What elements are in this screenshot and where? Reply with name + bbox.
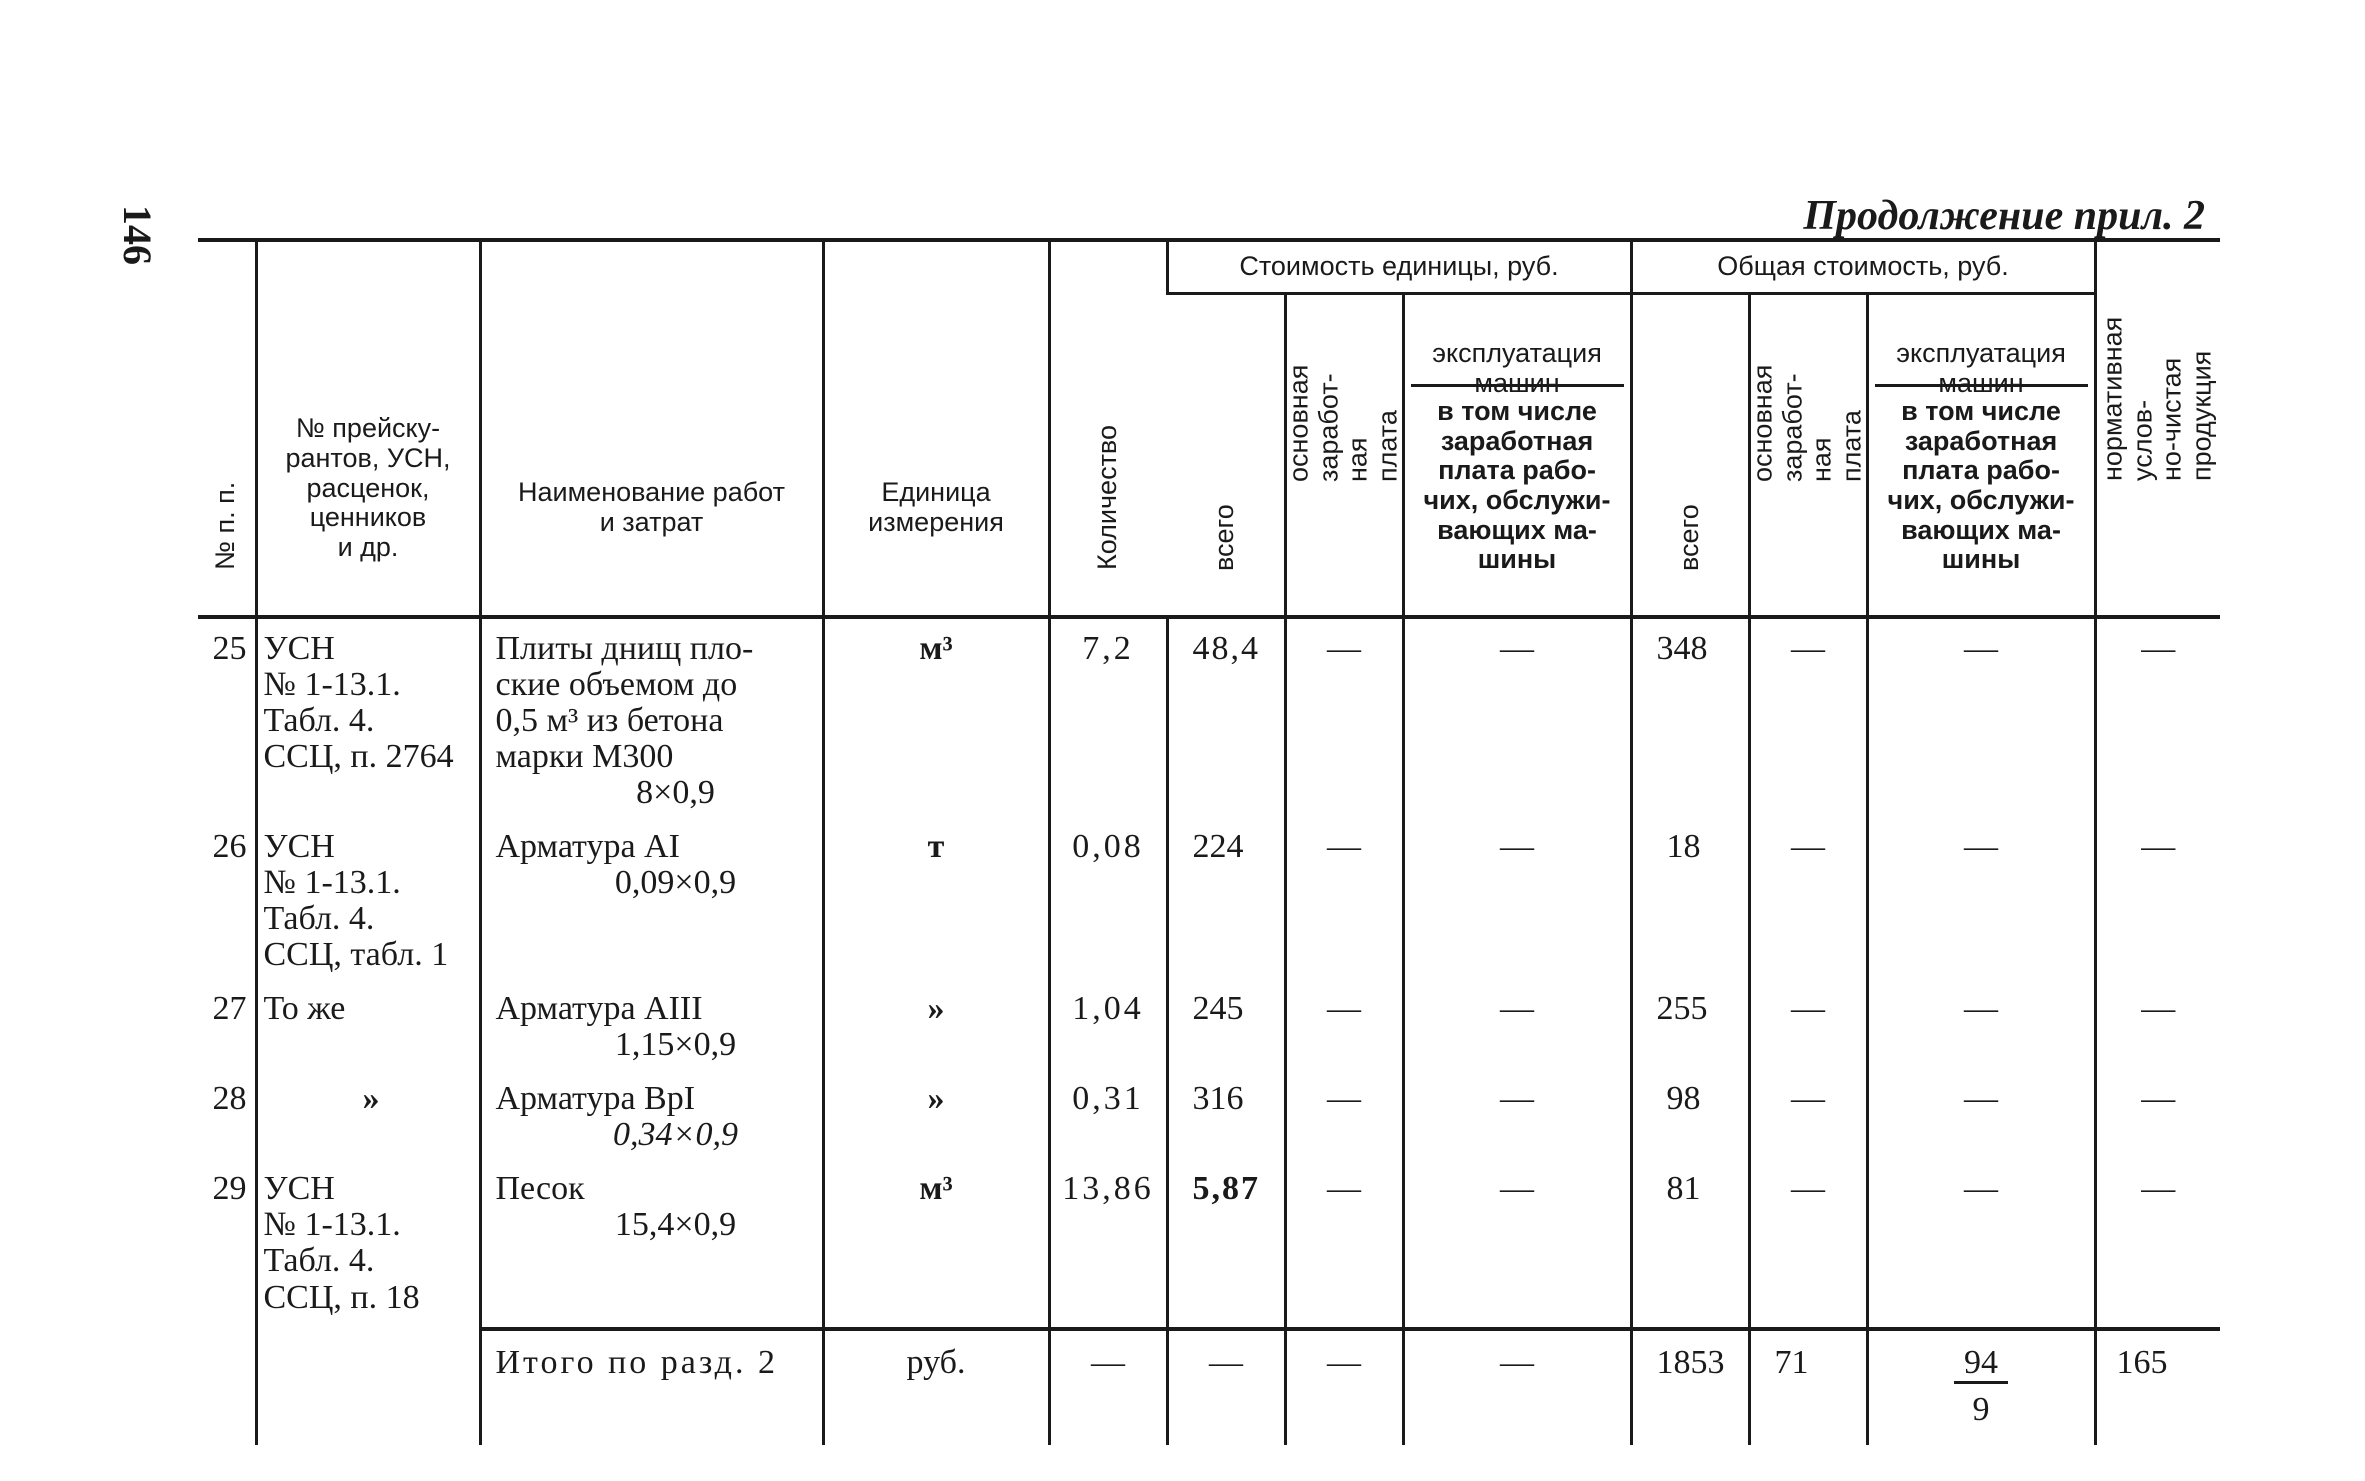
- total-row: [198, 1329, 2220, 1445]
- table-row: [198, 979, 2220, 1069]
- row-total-total: 98: [1631, 1069, 1749, 1159]
- page-number: 146: [115, 205, 160, 265]
- table-row: [198, 617, 2220, 817]
- row-unit: »: [823, 1069, 1049, 1159]
- row-formula: 8×0,9: [636, 774, 715, 812]
- row-unit-total: 224: [1167, 817, 1285, 979]
- total-total-wage: 71: [1749, 1329, 1867, 1445]
- row-formula: 0,34×0,9: [613, 1116, 738, 1154]
- header-reference: № прейску- рантов, УСН, расценок, ценников и др.: [256, 240, 480, 617]
- document-title: Продолжение прил. 2: [1803, 193, 2205, 239]
- row-unit-wage: —: [1285, 979, 1403, 1069]
- total-total-machine: [1867, 1329, 2095, 1445]
- total-label: [480, 1329, 823, 1445]
- header-num: № п. п.: [198, 240, 256, 617]
- row-unit-total: 5,87: [1167, 1159, 1285, 1329]
- total-unit-total: —: [1167, 1329, 1285, 1445]
- row-unit-machine: —: [1403, 1069, 1631, 1159]
- row-normative-product: —: [2095, 1069, 2220, 1159]
- row-total-total: 81: [1631, 1159, 1749, 1329]
- row-unit-machine: —: [1403, 979, 1631, 1069]
- total-label-text: Итого по разд. 2: [495, 1344, 778, 1382]
- row-total-wage: —: [1749, 617, 1867, 817]
- row-normative-product: —: [2095, 1159, 2220, 1329]
- row-number: 27: [212, 990, 247, 1028]
- row-work-name: [480, 1159, 823, 1329]
- row-unit-total: 316: [1167, 1069, 1285, 1159]
- row-total-wage: —: [1749, 979, 1867, 1069]
- row-work-name: [480, 979, 823, 1069]
- row-unit-machine: —: [1403, 617, 1631, 817]
- row-quantity: 0,31: [1049, 1069, 1167, 1159]
- row-formula: 15,4×0,9: [614, 1206, 737, 1244]
- total-normative-product: 165: [2095, 1329, 2220, 1445]
- row-work-name: [480, 817, 823, 979]
- row-unit: м³: [823, 617, 1049, 817]
- row-number: 28: [212, 1080, 247, 1118]
- header-total-total: всего: [1631, 294, 1749, 618]
- header-normative-product: нормативная услов- но-чистая продукция: [2095, 240, 2220, 617]
- header-unit: Единица измерения: [823, 240, 1049, 617]
- row-quantity: 7,2: [1049, 617, 1167, 817]
- header-total-cost-group: Общая стоимость, руб.: [1631, 240, 2095, 294]
- header-unit-wage: основная заработ- ная плата: [1285, 294, 1403, 618]
- row-work-name-text: Плиты днищ пло- ские объемом до 0,5 м³ из бетона марки М300: [495, 630, 754, 776]
- header-unit-cost-group: Стоимость единицы, руб.: [1167, 240, 1631, 294]
- header-work-name: Наименование работ и затрат: [480, 240, 823, 617]
- row-total-machine: —: [1867, 617, 2095, 817]
- row-total-wage: —: [1749, 1069, 1867, 1159]
- total-unit: руб.: [823, 1329, 1049, 1445]
- row-quantity: 0,08: [1049, 817, 1167, 979]
- header-total-machine-wage: в том числе заработная плата рабо- чих, обслужи- вающих ма- шины: [1887, 396, 2075, 575]
- table-row: [198, 1069, 2220, 1159]
- row-unit-wage: —: [1285, 617, 1403, 817]
- header-total-wage: основная заработ- ная плата: [1749, 294, 1867, 618]
- row-total-machine: —: [1867, 979, 2095, 1069]
- row-normative-product: —: [2095, 617, 2220, 817]
- row-unit: м³: [823, 1159, 1049, 1329]
- row-unit-wage: —: [1285, 1159, 1403, 1329]
- row-formula: 1,15×0,9: [614, 1026, 737, 1064]
- header-total-machine: [1867, 294, 2095, 618]
- total-machine-value: 94: [1954, 1345, 2008, 1384]
- row-reference: УСН № 1-13.1. Табл. 4. ССЦ, табл. 1: [256, 817, 480, 979]
- row-normative-product: —: [2095, 979, 2220, 1069]
- total-total-total: 1853: [1631, 1329, 1749, 1445]
- row-unit-total: 48,4: [1167, 617, 1285, 817]
- header-unit-machine-title: эксплуатация машин: [1411, 295, 1624, 387]
- table-row: [198, 817, 2220, 979]
- total-unit-wage: —: [1285, 1329, 1403, 1445]
- row-number: 25: [212, 630, 247, 667]
- row-reference: УСН № 1-13.1. Табл. 4. ССЦ, п. 2764: [256, 617, 480, 817]
- header-unit-machine: [1403, 294, 1631, 618]
- row-unit: т: [823, 817, 1049, 979]
- estimate-table: [198, 238, 2220, 1445]
- total-unit-machine: —: [1403, 1329, 1631, 1445]
- row-quantity: 13,86: [1049, 1159, 1167, 1329]
- row-reference: То же: [256, 979, 480, 1069]
- row-normative-product: —: [2095, 817, 2220, 979]
- row-work-name-text: Арматура АIII: [495, 990, 703, 1028]
- total-empty-num: [198, 1329, 256, 1445]
- row-work-name-text: Арматура ВрI: [495, 1080, 696, 1118]
- row-reference: »: [256, 1069, 480, 1159]
- header-unit-machine-wage: в том числе заработная плата рабо- чих, обслужи- вающих ма- шины: [1423, 396, 1611, 575]
- row-unit-total: 245: [1167, 979, 1285, 1069]
- row-quantity: 1,04: [1049, 979, 1167, 1069]
- header-quantity: Количество: [1049, 240, 1167, 617]
- row-total-total: 348: [1631, 617, 1749, 817]
- row-unit-wage: —: [1285, 1069, 1403, 1159]
- row-formula: 0,09×0,9: [614, 864, 737, 902]
- row-work-name: [480, 617, 823, 817]
- row-total-machine: —: [1867, 1069, 2095, 1159]
- row-reference: УСН № 1-13.1. Табл. 4. ССЦ, п. 18: [256, 1159, 480, 1329]
- row-unit: »: [823, 979, 1049, 1069]
- row-total-machine: —: [1867, 817, 2095, 979]
- row-total-wage: —: [1749, 817, 1867, 979]
- row-work-name-text: Песок: [495, 1170, 585, 1208]
- table-row: [198, 1159, 2220, 1329]
- row-unit-wage: —: [1285, 817, 1403, 979]
- total-quantity: —: [1049, 1329, 1167, 1445]
- row-number: 26: [212, 828, 247, 866]
- row-work-name-text: Арматура АI: [495, 828, 680, 866]
- row-unit-machine: —: [1403, 1159, 1631, 1329]
- row-unit-machine: —: [1403, 817, 1631, 979]
- estimate-table-sheet: [198, 238, 2220, 1429]
- header-total-machine-title: эксплуатация машин: [1875, 295, 2088, 387]
- row-total-total: 255: [1631, 979, 1749, 1069]
- row-total-machine: —: [1867, 1159, 2095, 1329]
- row-total-wage: —: [1749, 1159, 1867, 1329]
- total-machine-wage-value: 9: [1972, 1391, 1990, 1429]
- row-number: 29: [212, 1170, 247, 1208]
- header-unit-total: всего: [1167, 294, 1285, 618]
- row-total-total: 18: [1631, 817, 1749, 979]
- total-empty-ref: [256, 1329, 480, 1445]
- row-work-name: [480, 1069, 823, 1159]
